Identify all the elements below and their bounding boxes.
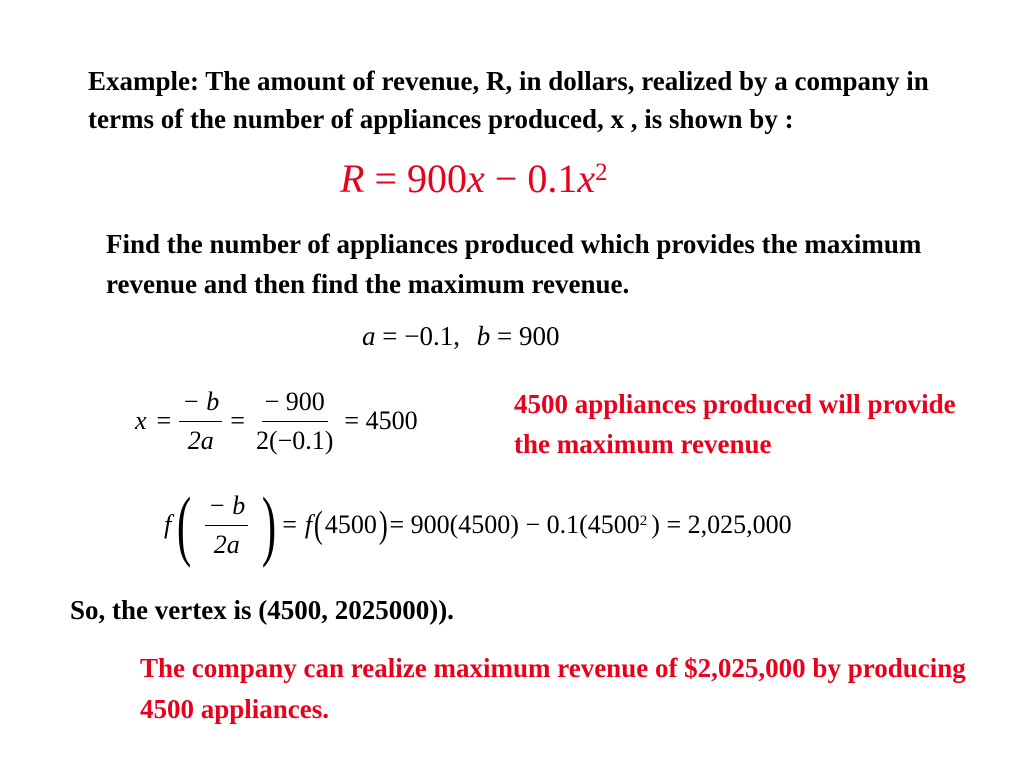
numerator: − 900 bbox=[262, 386, 328, 422]
conclusion-appliances: 4500 appliances produced will provide the maximum revenue bbox=[514, 389, 956, 459]
equals-sign: = bbox=[282, 510, 297, 539]
term1-coef: 900 bbox=[407, 156, 467, 201]
f-function-2: f bbox=[304, 510, 313, 539]
argument: 4500 bbox=[324, 510, 377, 539]
conclusion-revenue: The company can realize maximum revenue of $2,025,000 by producing 4500 appliances. bbox=[140, 653, 966, 724]
equals-sign-2: = bbox=[230, 406, 245, 435]
result: ) = 2,025,000 bbox=[651, 510, 792, 539]
expansion: = 900(4500) − 0.1(4500 bbox=[389, 510, 640, 539]
fraction-neg-b-over-2a bbox=[205, 490, 248, 561]
example-intro-text: Example: The amount of revenue, R, in dollars, realized by a company in terms of the number of appliances produced, x , is shown by : bbox=[88, 66, 929, 134]
term2-coef: 0.1 bbox=[527, 156, 578, 201]
revenue-equation bbox=[340, 154, 608, 204]
paren-group bbox=[171, 481, 282, 568]
b-var: b bbox=[476, 321, 491, 351]
max-revenue-equation bbox=[164, 480, 792, 570]
numerator: − b bbox=[179, 386, 222, 422]
coefficients-line bbox=[362, 318, 559, 354]
denominator: 2(−0.1) bbox=[255, 425, 334, 455]
numerator: − b bbox=[205, 490, 248, 526]
term1-var: x bbox=[467, 156, 485, 201]
exponent: 2 bbox=[639, 512, 648, 529]
denominator: 2a bbox=[213, 529, 240, 559]
exponent: 2 bbox=[595, 159, 608, 186]
minus-sign: − bbox=[494, 156, 518, 201]
b-value: = 900 bbox=[496, 321, 560, 351]
vertex-x-equation bbox=[135, 381, 418, 461]
revenue-var: R bbox=[340, 156, 365, 201]
vertex-statement: So, the vertex is (4500, 2025000)). bbox=[70, 595, 454, 625]
left-paren: ( bbox=[177, 481, 192, 568]
right-paren: ) bbox=[262, 481, 277, 568]
left-paren-2: ( bbox=[314, 504, 323, 546]
equals-sign: = bbox=[374, 156, 397, 201]
x-var: x bbox=[135, 406, 147, 435]
equals-sign-1: = bbox=[156, 406, 172, 435]
result: = 4500 bbox=[344, 406, 418, 435]
denominator: 2a bbox=[187, 425, 214, 455]
term2-var: x bbox=[577, 156, 596, 201]
f-function: f bbox=[164, 510, 172, 539]
right-paren-2: ) bbox=[378, 504, 388, 546]
a-value: = −0.1, bbox=[382, 321, 460, 351]
a-var: a bbox=[362, 321, 376, 351]
fraction-substituted bbox=[253, 386, 336, 457]
question-text: Find the number of appliances produced which provides the maximum revenue and then find the maximum revenue. bbox=[106, 229, 922, 299]
fraction-neg-b-over-2a bbox=[179, 386, 222, 457]
